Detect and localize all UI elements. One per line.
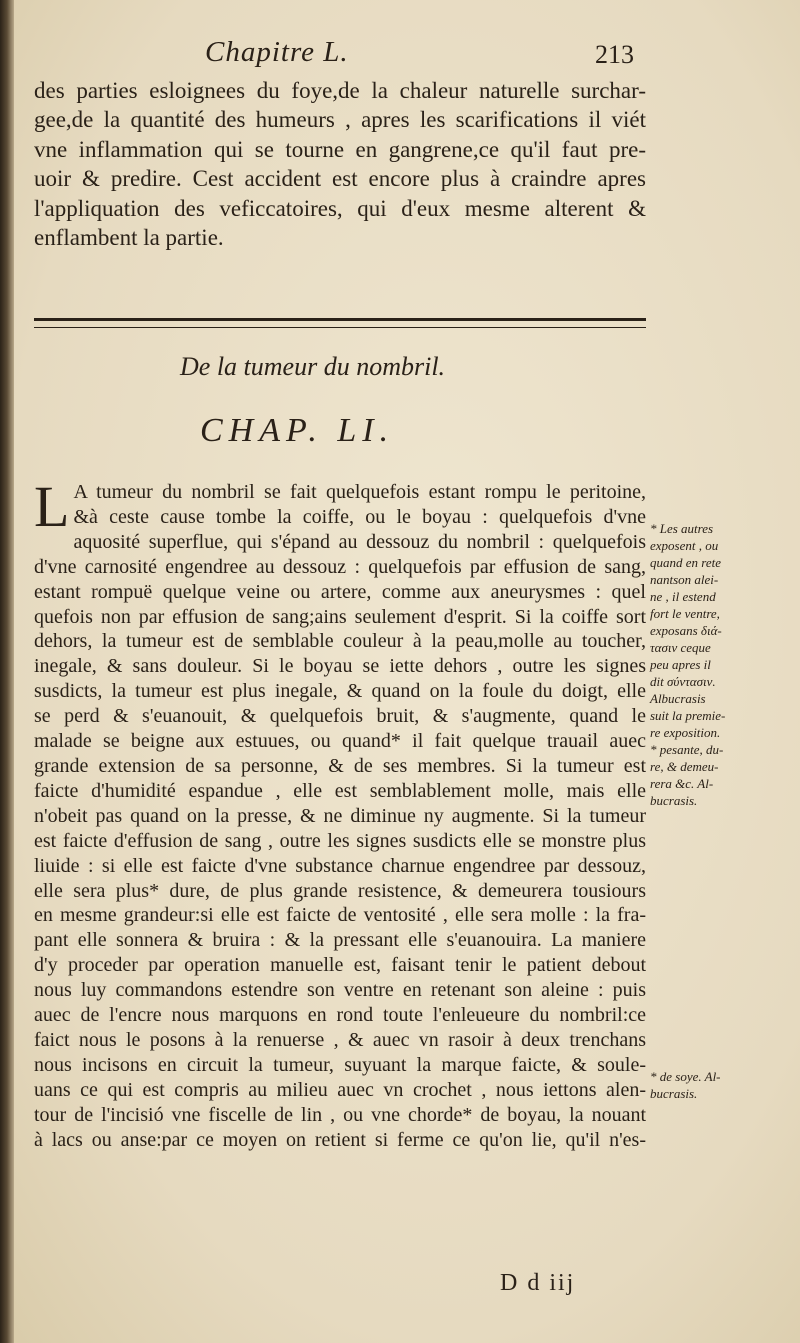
- chapter-label: CHAP. LI.: [200, 412, 395, 449]
- text-line: malade se beigne aux estuues, ou quand* il fait quelque trauail auec: [34, 730, 646, 753]
- text-line: aquosité superflue, qui s'épand au dessouz du nombril : quelquefois: [73, 530, 646, 553]
- margin-note-line: * de soye. Al-: [650, 1069, 721, 1084]
- margin-note-line: suit la premie-: [650, 708, 726, 723]
- margin-note-line: re, & demeu-: [650, 759, 719, 774]
- page-header: [0, 36, 800, 76]
- margin-note-line: fort le ventre,: [650, 606, 720, 621]
- text-line: uans ce qui est compris au milieu auec vn crochet , nous iettons alen-: [34, 1078, 646, 1101]
- top-paragraph: [34, 76, 646, 252]
- section-title: De la tumeur du nombril.: [180, 352, 446, 381]
- text-line: tour de l'incisió vne fiscelle de lin , ou vne chorde* de boyau, la nouant: [34, 1103, 646, 1126]
- text-line: gee,de la quantité des humeurs , apres les scarifications il viét: [34, 107, 646, 133]
- margin-note-line: bucrasis.: [650, 793, 698, 808]
- text-line: est faicte d'effusion de sang , outre les signes susdicts elle se monstre plus: [34, 829, 646, 852]
- text-line: à lacs ou anse:par ce moyen on retient si ferme ce qu'on lie, qu'il n'es-: [34, 1128, 646, 1151]
- text-line: faicte d'humidité espandue , elle est semblablement molle, mais elle: [34, 779, 646, 802]
- text-line: &à ceste cause tombe la coiffe, ou le boyau : quelquefois d'vne: [73, 505, 646, 528]
- margin-note-line: dit σύντασιν.: [650, 674, 716, 689]
- page-number: 213: [595, 40, 634, 69]
- text-line: l'appliquation des veficcatoires, qui d'eux mesme alterent &: [34, 195, 646, 221]
- text-line: liuide : si elle est faicte d'vne substance charnue engendree par dessouz,: [34, 854, 646, 877]
- margin-note: [650, 520, 770, 809]
- margin-note-line: bucrasis.: [650, 1086, 698, 1101]
- text-line: grande extension de sa personne, & de ses membres. Si la tumeur est: [34, 754, 646, 777]
- text-line: elle sera plus* dure, de plus grande resistence, & demeurera tousiours: [34, 879, 646, 902]
- text-line: vne inflammation qui se tourne en gangrene,ce qu'il faut pre-: [34, 136, 646, 162]
- text-line: nous luy commandons estendre son ventre en retenant son aleine : puis: [34, 979, 646, 1002]
- margin-note-line: ne , il estend: [650, 589, 716, 604]
- text-line: quefois non par effusion de sang;ains seulement d'esprit. Si la coiffe sort: [34, 605, 646, 628]
- section-divider-rule: [34, 318, 646, 328]
- chapter-body: [34, 474, 646, 1152]
- text-line: n'obeit pas quand on la presse, & ne diminue ny augmente. Si la tumeur: [34, 804, 646, 827]
- signature-mark: D d iij: [500, 1270, 576, 1296]
- text-line: pant elle sonnera & bruira : & la pressant elle s'euanouira. La maniere: [34, 929, 646, 952]
- margin-note-line: * Les autres: [650, 521, 714, 536]
- margin-note-line: peu apres il: [650, 657, 711, 672]
- text-line: inegale, & sans douleur. Si le boyau se iette dehors , outre les signes: [34, 655, 646, 678]
- drop-cap: L: [34, 474, 70, 539]
- book-spine-shadow: [0, 0, 14, 1343]
- margin-note-line: nantson alei-: [650, 572, 719, 587]
- margin-note-line: exposans διά-: [650, 623, 722, 638]
- margin-note-line: Albucrasis: [650, 691, 706, 706]
- text-line: faict nous le posons à la renuerse , & auec vn rasoir à deux trenchans: [34, 1028, 646, 1051]
- text-line: susdicts, la tumeur est plus inegale, & quand on la foule du doigt, elle: [34, 680, 646, 703]
- text-line: uoir & predire. Cest accident est encore plus à craindre apres: [34, 166, 646, 192]
- text-line: d'y proceder par operation manuelle est, faisant tenir le patient debout: [34, 954, 646, 977]
- text-line: auec de l'encre nous marquons en rond toute l'enleueure du nombril:ce: [34, 1004, 646, 1027]
- margin-note-line: τασιν ceque: [650, 640, 711, 655]
- text-line: se perd & s'euanouit, & quelquefois bruit, & s'augmente, quand le: [34, 705, 646, 728]
- text-line: estant rompuë quelque veine ou artere, comme aux aneurysmes : quel: [34, 580, 646, 603]
- text-line: des parties esloignees du foye,de la chaleur naturelle surchar-: [34, 78, 646, 103]
- margin-note-line: rera &c. Al-: [650, 776, 714, 791]
- margin-note-line: re exposition.: [650, 725, 721, 740]
- text-line: A tumeur du nombril se fait quelquefois estant rompu le peritoine,: [73, 481, 646, 503]
- margin-note-line: * pesante, du-: [650, 742, 724, 757]
- text-line: d'vne carnosité engendree au dessouz : quelquefois par effusion de sang,: [34, 555, 646, 578]
- margin-note-line: exposent , ou: [650, 538, 719, 553]
- text-line: dehors, la tumeur est de semblable couleur à la peau,molle au toucher,: [34, 630, 646, 653]
- text-line: nous incisons en circuit la tumeur, suyuant la marque faicte, & soule-: [34, 1053, 646, 1076]
- text-line: en mesme grandeur:si elle est faicte de ventosité , elle sera molle : la fra-: [34, 904, 646, 927]
- text-line: enflambent la partie.: [34, 225, 224, 251]
- running-head: Chapitre L.: [205, 36, 349, 68]
- margin-note-line: quand en rete: [650, 555, 721, 570]
- margin-note: [650, 1068, 770, 1102]
